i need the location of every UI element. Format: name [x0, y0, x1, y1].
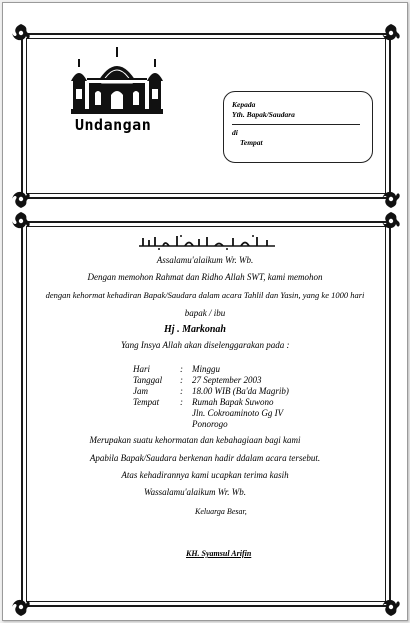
farewell: Wassalamu'alaikum Wr. Wb. [143, 487, 247, 497]
corner-ornament-icon [10, 596, 32, 618]
invitation-page [2, 2, 408, 621]
closing-line-3: Atas kehadirannya kami ucapkan terima kasih [121, 470, 289, 480]
intro-line-1: Dengan memohon Rahmat dan Ridho Allah SWT, kami memohon [87, 272, 323, 282]
address-place: Tempat [240, 138, 263, 147]
detail-label-day: Hari [133, 364, 151, 374]
corner-ornament-icon [380, 22, 402, 44]
intro-line-3: bapak / ibu [184, 308, 226, 318]
detail-value-time: 18.00 WIB (Ba'da Magrib) [192, 386, 289, 396]
address-at: di [232, 128, 238, 137]
corner-ornament-icon [380, 188, 402, 210]
detail-address-line-3: Ponorogo [192, 419, 228, 429]
address-line [232, 124, 360, 125]
detail-label-date: Tanggal [133, 375, 163, 385]
corner-ornament-icon [380, 596, 402, 618]
detail-value-place: Rumah Bapak Suwono [192, 397, 274, 407]
address-recipient: Yth. Bapak/Saudara [232, 110, 295, 119]
intro-line-2: dengan kehormat kehadiran Bapak/Saudara dalam acara Tahlil dan Yasin, yang ke 1000 hari [45, 290, 365, 300]
page-title: Undangan [75, 116, 152, 134]
bismillah-calligraphy-icon [137, 233, 277, 251]
closing-line-2: Apabila Bapak/Saudara berkenan hadir ddalam acara tersebut. [89, 453, 321, 463]
detail-value-day: Minggu [192, 364, 220, 374]
corner-ornament-icon [10, 210, 32, 232]
mosque-icon [69, 43, 165, 115]
address-box [223, 91, 373, 163]
greeting: Assalamu'alaikum Wr. Wb. [156, 255, 254, 265]
detail-sep: : [180, 375, 183, 385]
corner-ornament-icon [10, 22, 32, 44]
deceased-name: Hj . Markonah [164, 324, 226, 335]
corner-ornament-icon [380, 210, 402, 232]
detail-value-date: 27 September 2003 [192, 375, 262, 385]
detail-sep: : [180, 397, 183, 407]
detail-label-time: Jam [133, 386, 148, 396]
closing-line-1: Merupakan suatu kehormatan dan kebahagiaan bagi kami [89, 435, 301, 445]
detail-label-place: Tempat [133, 397, 160, 407]
corner-ornament-icon [10, 188, 32, 210]
sender: Keluarga Besar, [195, 507, 247, 516]
detail-address-line-2: Jln. Cokroaminoto Gg IV [192, 408, 284, 418]
signature-name: KH. Syamsul Arifin [186, 549, 252, 558]
intro-line-4: Yang Insya Allah akan diselenggarakan pada : [121, 340, 290, 350]
detail-sep: : [180, 364, 183, 374]
address-to: Kepada [232, 100, 256, 109]
detail-sep: : [180, 386, 183, 396]
